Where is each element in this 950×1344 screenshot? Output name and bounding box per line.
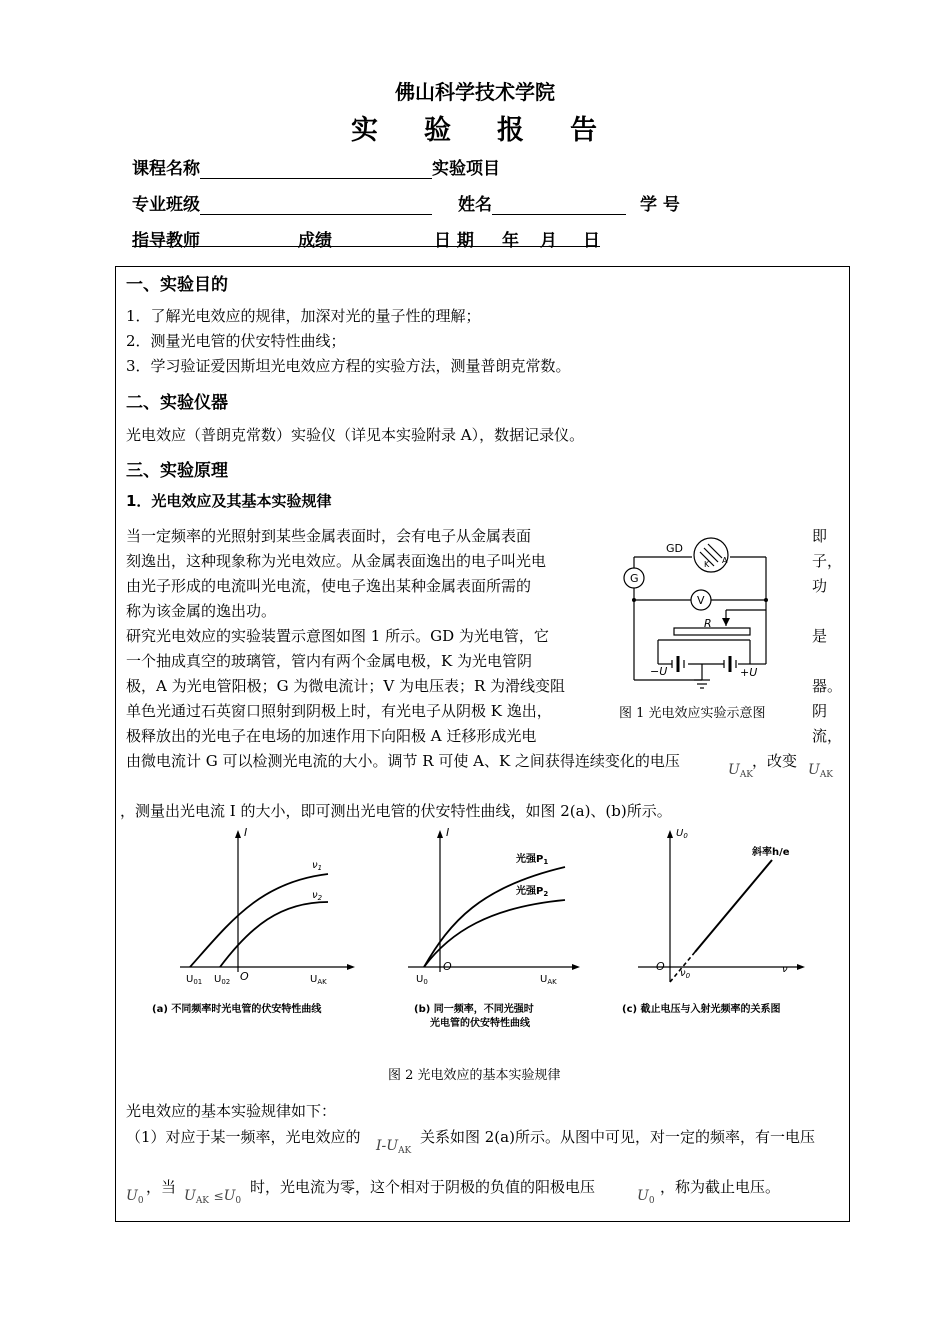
fig1-label-r: R [704,617,712,630]
math-u0: $U_0$ [637,1188,655,1206]
section-title-instruments: 二、实验仪器 [126,393,228,413]
fig2a-curve-v1: $\nu_1$ [312,860,323,872]
math-u-ak: $U_{AK}$ [808,762,834,780]
fig2b-curve-p1: 光强$P_1$ [516,854,549,866]
math-u0: $U_0$ [126,1188,144,1206]
rule1-text: ，当 [146,1178,177,1196]
fig1-label-plus-u: +U [740,666,758,679]
fig2b-y-label: I [446,826,450,839]
body-line-end: 流， [812,727,843,745]
rule1-text: ，称为截止电压。 [660,1178,781,1196]
body-line: 刻逸出，这种现象称为光电效应。从金属表面逸出的电子叫光电 [126,552,547,570]
body-line: 一个抽成真空的玻璃管，管内有两个金属电极，K 为光电管阴 [126,652,532,670]
fig2c-slope-label: 斜率h/e [752,847,790,858]
fig2b-caption-line2: 光电管的伏安特性曲线 [430,1018,530,1029]
fig2-caption: 图 2 光电效应的基本实验规律 [388,1068,561,1083]
body-line-end: 子， [812,552,843,570]
teacher-label: 指导教师 [132,231,200,251]
fig1-circuit-diagram [614,530,784,700]
math-uak-leq-u0: $U_{AK} \le U_0$ [184,1188,242,1206]
body-line: 由光子形成的电流叫光电流，使电子逸出某种金属表面所需的 [126,577,532,595]
body-line: 由微电流计 G 可以检测光电流的大小。调节 R 可使 A、K 之间获得连续变化的电压 [126,752,680,770]
course-field[interactable] [200,160,432,179]
fig1-label-gd: GD [666,542,683,555]
course-row [132,154,500,179]
fig2a-caption: (a) 不同频率时光电管的伏安特性曲线 [152,1004,322,1015]
section-title-purpose: 一、实验目的 [126,275,228,295]
rules-intro: 光电效应的基本实验规律如下： [126,1102,337,1120]
name-field[interactable] [492,196,626,215]
fig2a-origin: O [240,970,249,983]
name-label: 姓名 [458,195,492,215]
rule1-text: 关系如图 2(a)所示。从图中可见，对一定的频率，有一电压 [420,1128,815,1146]
fig1-caption: 图 1 光电效应实验示意图 [619,706,766,721]
body-line: 研究光电效应的实验装置示意图如图 1 所示。GD 为光电管，它 [126,627,549,645]
report-char: 告 [570,115,599,146]
fig2a-y-label: I [244,826,248,839]
fig1-label-k: K [704,560,710,569]
fig2c-x-label: ν [782,964,788,975]
date-label: 日 期 [434,231,474,251]
fig2c-tick-v0: $\nu_0$ [680,968,691,980]
body-line: 极释放出的光电子在电场的加速作用下向阳极 A 迁移形成光电 [126,727,537,745]
fig2b-x-label: $U_{AK}$ [540,974,557,986]
math-u-ak: $U_{AK}$ [728,762,754,780]
report-char: 实 [351,115,380,146]
fig2b-iv-curves-intensity [390,822,600,1032]
fig2a-tick-u01: $U_{01}$ [186,974,203,986]
body-line-end: 功 [812,577,828,595]
fig2a-tick-u02: $U_{02}$ [214,974,231,986]
teacher-row-underline [132,246,600,247]
fig1-label-minus-u: −U [650,665,668,678]
section-title-principle: 三、实验原理 [126,461,228,481]
fig2b-caption-line1: (b) 同一频率，不同光强时 [414,1004,534,1015]
report-char: 报 [497,115,526,146]
project-label: 实验项目 [432,159,500,179]
fig2c-cutoff-frequency-plot [620,822,830,1032]
body-line: ，测量出光电流 I 的大小，即可测出光电管的伏安特性曲线，如图 2(a)、(b)所示。 [120,802,672,820]
fig1-label-g: G [630,572,639,585]
student-id-label: 学 号 [640,195,680,215]
fig1-label-v: V [697,594,705,607]
purpose-item: 2．测量光电管的伏安特性曲线； [126,332,346,350]
body-line: 单色光通过石英窗口照射到阴极上时，有光电子从阴极 K 逸出， [126,702,552,720]
fig2b-curve-p2: 光强$P_2$ [516,886,549,898]
rule1-text: （1）对应于某一频率，光电效应的 [126,1128,361,1146]
report-title [0,108,950,147]
body-line-end: 器。 [812,677,843,695]
body-line-end: 即 [812,527,828,545]
year-label: 年 [502,231,519,251]
fig1-label-a: A [722,556,728,565]
purpose-item: 3．学习验证爱因斯坦光电效应方程的实验方法，测量普朗克常数。 [126,357,571,375]
report-char: 验 [424,115,453,146]
major-row [132,190,432,215]
instruments-text: 光电效应（普朗克常数）实验仪（详见本实验附录 A），数据记录仪。 [126,426,585,444]
fig2b-tick-u0: $U_0$ [416,974,428,986]
major-field[interactable] [200,196,432,215]
course-label: 课程名称 [132,159,200,179]
body-line-end: 是 [812,627,828,645]
subsection-title: 1．光电效应及其基本实验规律 [126,492,332,510]
fig2c-caption: (c) 截止电压与入射光频率的关系图 [622,1004,781,1015]
school-name: 佛山科学技术学院 [395,80,555,104]
body-text: ，改变 [752,752,798,770]
grade-label: 成绩 [298,231,332,251]
fig2a-x-label: $U_{AK}$ [310,974,327,986]
fig2a-curve-v2: $\nu_2$ [312,890,323,902]
body-line: 称为该金属的逸出功。 [126,602,277,620]
name-row [458,190,626,215]
fig2a-iv-curves-frequency [150,822,370,1032]
rule1-text: 时，光电流为零，这个相对于阴极的负值的阳极电压 [250,1178,596,1196]
purpose-item: 1．了解光电效应的规律，加深对光的量子性的理解； [126,307,481,325]
fig2b-origin: O [443,960,452,973]
math-i-uak: $I-U_{AK}$ [376,1138,412,1156]
fig2c-y-label: $U_0$ [676,828,688,840]
major-label: 专业班级 [132,195,200,215]
day-label: 日 [583,231,600,251]
body-line: 极，A 为光电管阳极；G 为微电流计；V 为电压表；R 为滑线变阻 [126,677,566,695]
body-line: 当一定频率的光照射到某些金属表面时，会有电子从金属表面 [126,527,532,545]
body-line-end: 阴 [812,702,828,720]
fig2c-origin: O [656,960,665,973]
month-label: 月 [540,231,557,251]
